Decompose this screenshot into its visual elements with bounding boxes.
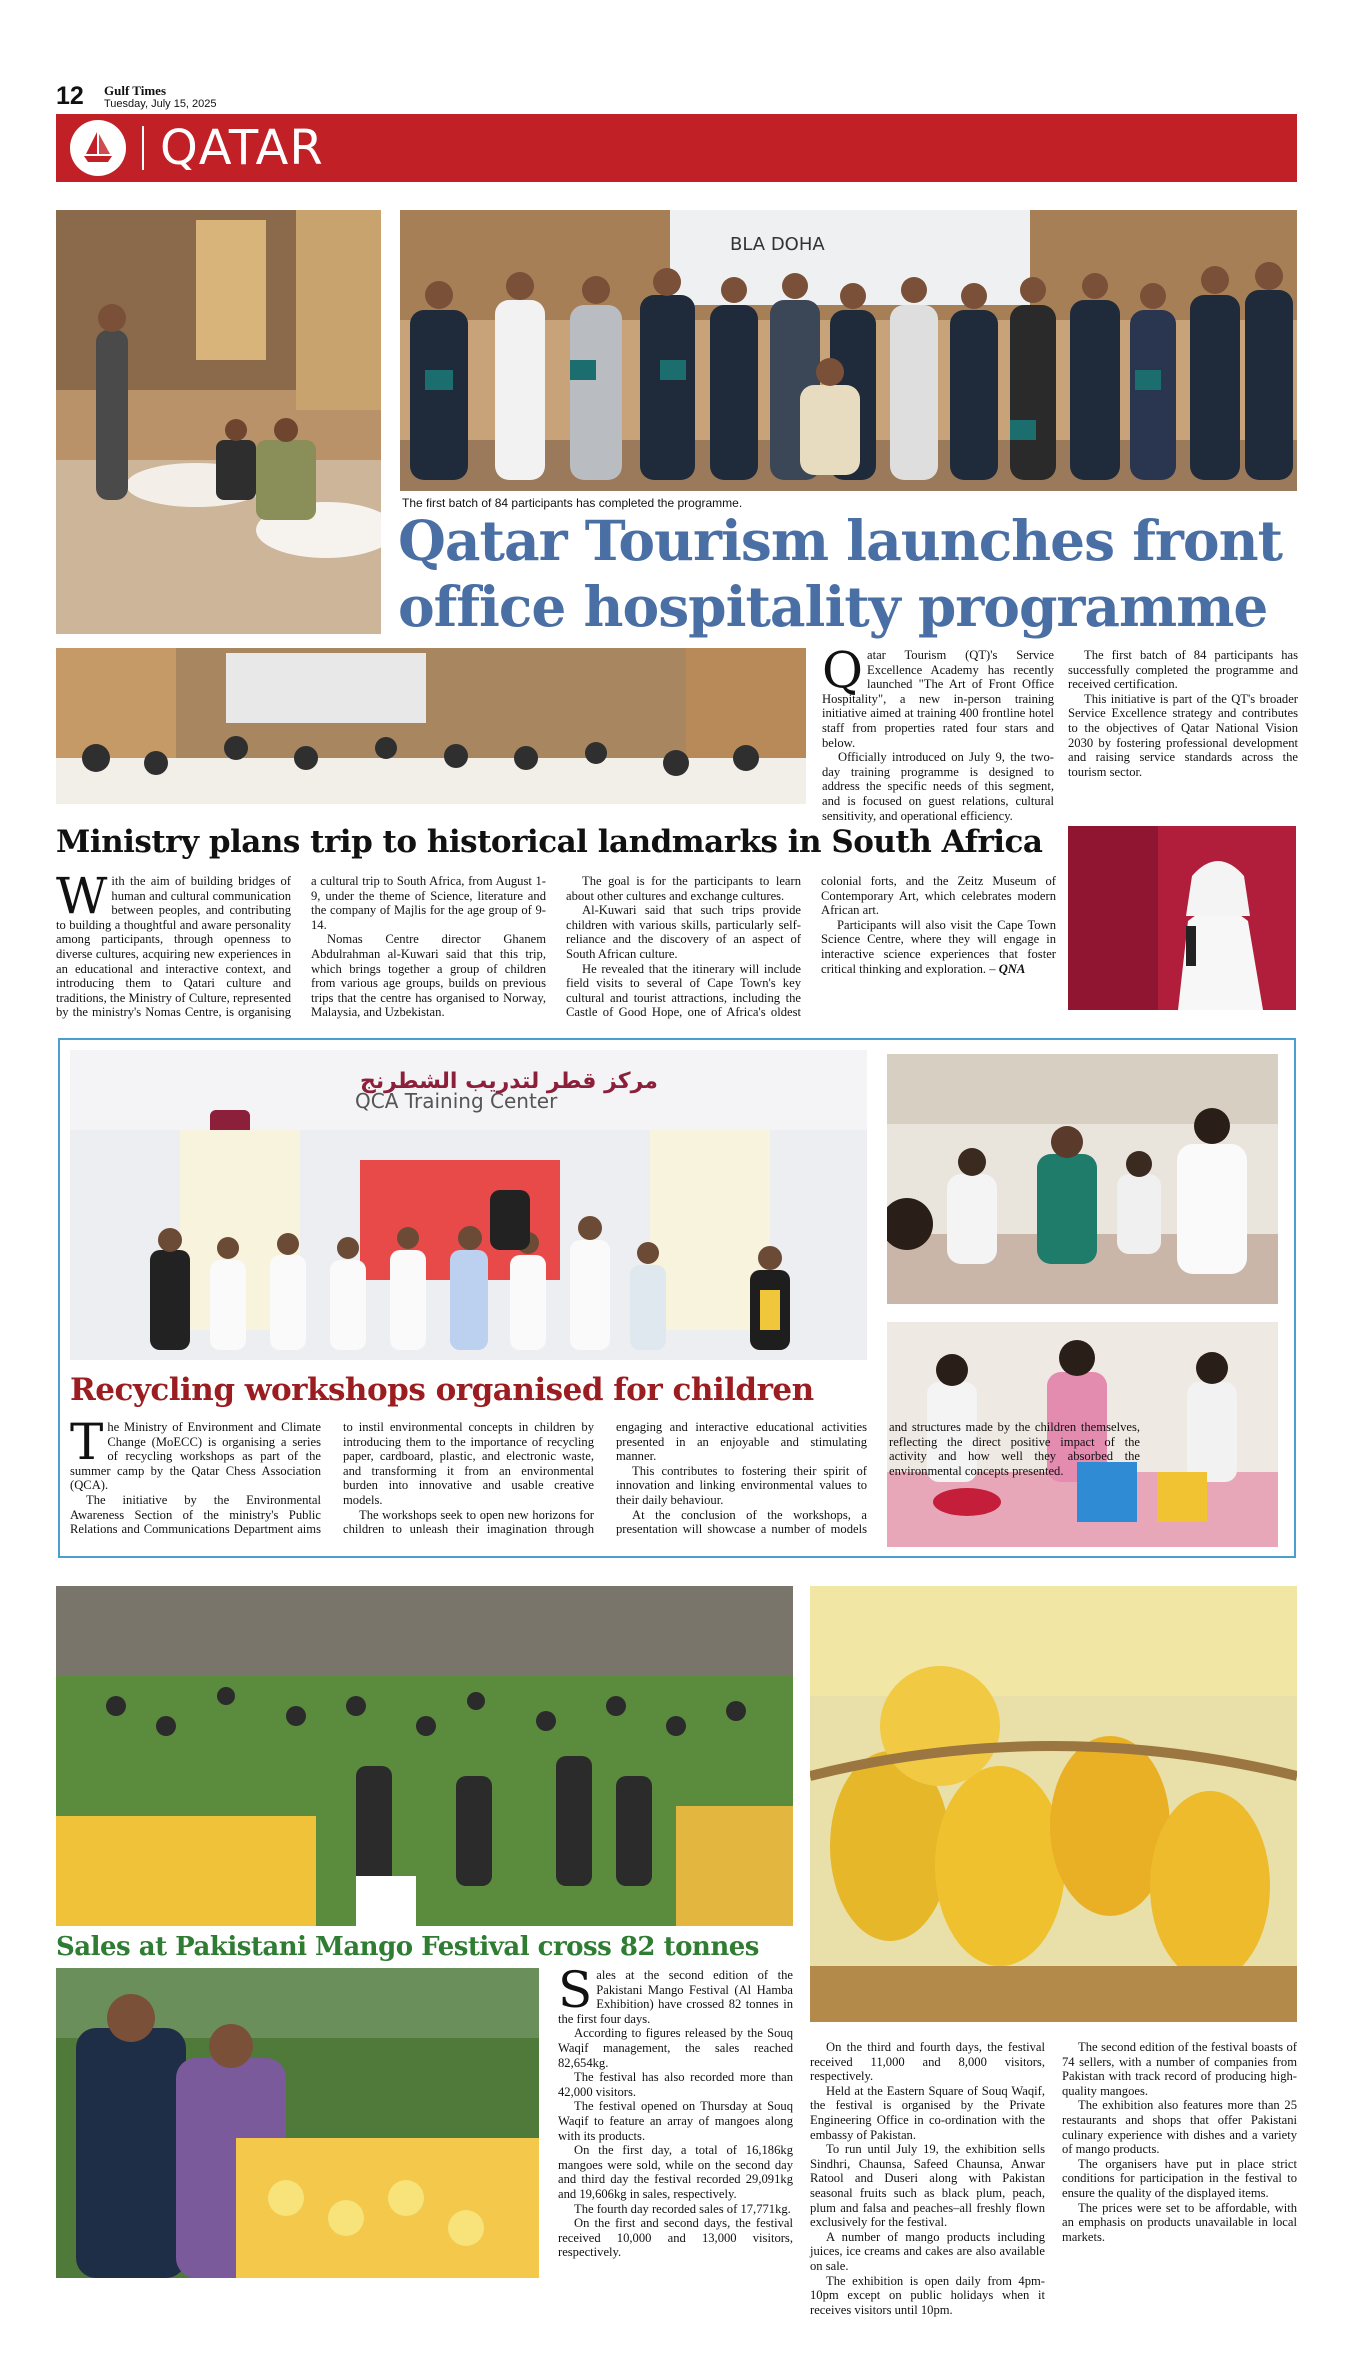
dhow-logo-icon <box>70 120 126 176</box>
article-paragraph: The first batch of 84 participants has successfully completed the programme and received certification. <box>1068 648 1298 692</box>
recycling-article <box>70 1413 1140 1550</box>
credit: QNA <box>998 961 1026 976</box>
ministry-speaker-photo <box>1068 826 1296 1010</box>
article-paragraph: According to figures released by the Souq Waqif management, the sales reached 82,654kg. <box>558 2026 793 2070</box>
mango-stall-photo <box>56 1968 539 2278</box>
ministry-article <box>56 867 1056 1022</box>
article-paragraph: Held at the Eastern Square of Souq Waqif, the festival is organised by the Private Engineering Office in co-ordination with the embassy of Pakistan. <box>810 2083 1045 2142</box>
hospitality-training-photo-left <box>56 210 381 634</box>
qca-english-banner: QCA Training Center <box>355 1089 558 1113</box>
recycling-workshop-photo-1 <box>887 1054 1278 1304</box>
dropcap: Q <box>822 641 863 699</box>
article-paragraph: Nomas Centre director Ghanem Abdulrahman al-Kuwari said that this trip, which brings together a group of children from various age groups, builds on previous trips that the centre has organised to Norway, Malaysia, and Uzbekistan. <box>311 932 546 1020</box>
dateline: Tuesday, July 15, 2025 <box>104 98 217 110</box>
article-paragraph: The exhibition is open daily from 4pm-10pm except on public holidays when it receives visitors until 10pm. <box>810 2273 1045 2317</box>
article-paragraph: Participants will also visit the Cape Town Science Centre, where they will engage in interactive science experiences that foster critical thinking and exploration. – QNA <box>821 917 1056 976</box>
mango-article-col1 <box>558 1961 793 2260</box>
article-paragraph: ales at the second edition of the Pakistani Mango Festival (Al Hamba Exhibition) have crossed 82 tonnes in the first four days. <box>558 1968 793 2026</box>
hospitality-group-photo <box>400 210 1297 491</box>
article-paragraph: The exhibition also features more than 25 restaurants and shops that offer Pakistani culinary experience with dishes and a variety of mango products. <box>1062 2098 1297 2157</box>
dropcap: T <box>70 1413 104 1471</box>
article-paragraph: He revealed that the itinerary will include field visits to several of Cape Town's key cultural and tourist attractions, including the Castle of Good Hope, one of Africa's oldest colonial forts, and the Zeitz Museum of Contemporary Art, which celebrates modern African art. <box>566 874 1056 1020</box>
article-paragraph: he Ministry of Environment and Climate Change (MoECC) is organising a series of recycling workshops as part of the summer camp by the Qatar Chess Association (QCA). <box>70 1420 321 1493</box>
hospitality-classroom-photo <box>56 648 806 804</box>
article-paragraph: This initiative is part of the QT's broader Service Excellence strategy and contributes to the objectives of Qatar National Vision 2030 by fostering professional development and raising service standards across the tourism sector. <box>1068 691 1298 779</box>
mango-headline: Sales at Pakistani Mango Festival cross 82 tonnes <box>56 1932 759 1962</box>
article-paragraph: The initiative by the Environmental Awareness Section of the ministry's Public Relations and Communications Department aims to instil environmental concepts in children by introducing them to the importance of recycling paper, cardboard, plastic, and electronic waste, and transforming it from an environmental burden into innovative and usable creative models. <box>70 1420 594 1537</box>
article-paragraph: Officially introduced on July 9, the two-day training programme is designed to address the specific needs of this segment, and is focused on guest relations, cultural sensitivity, and operational efficiency. <box>822 750 1054 823</box>
article-paragraph: On the third and fourth days, the festival received 11,000 and 8,000 visitors, respectively. <box>810 2040 1045 2084</box>
article-paragraph: The fourth day recorded sales of 17,771kg. <box>574 2201 791 2216</box>
bla-doha-logo: BLA DOHA <box>730 234 825 255</box>
section-banner <box>56 114 1297 182</box>
article-paragraph: The organisers have put in place strict conditions for participation in the festival to ensure the quality of the displayed items. <box>1062 2156 1297 2200</box>
masthead: Gulf Times <box>104 83 167 98</box>
photo-caption: The first batch of 84 participants has completed the programme. <box>402 496 743 510</box>
article-paragraph: The goal is for the participants to learn about other cultures and exchange cultures. <box>566 874 801 903</box>
article-paragraph: On the first and second days, the festival received 10,000 and 13,000 visitors, respectively. <box>558 2216 793 2260</box>
recycling-group-photo <box>70 1050 867 1360</box>
dropcap: W <box>56 867 108 925</box>
dropcap: S <box>558 1961 593 2019</box>
article-paragraph: ith the aim of building bridges of human and cultural communication between peoples, and contributing to building a thoughtful and aware personality among participants, through openness to diverse cultures, acquiring new experiences in an educational and interactive context, and introducing them to Qatari culture and traditions, the Ministry of Culture, represented by the ministry's Nomas Centre, is organising a cultural trip to South Africa, from August 1-9, under the theme of Science, literature and the company of Majlis for the age group of 9-14. <box>56 874 546 1020</box>
article-paragraph: A number of mango products including juices, ice creams and cakes are also available on sale. <box>810 2229 1045 2273</box>
article-paragraph: The workshops seek to open new horizons for children to unleash their imagination through engaging and interactive educational activities presented in an enjoyable and stimulating manner. <box>343 1420 867 1537</box>
recycling-headline: Recycling workshops organised for children <box>70 1372 814 1408</box>
article-paragraph: The prices were set to be affordable, with an emphasis on products unavailable in local markets. <box>1062 2200 1297 2244</box>
qca-arabic-banner: مركز قطر لتدريب الشطرنج <box>360 1069 658 1094</box>
banner-divider <box>142 126 144 170</box>
article-paragraph: The festival has also recorded more than 42,000 visitors. <box>558 2070 793 2099</box>
page-number: 12 <box>56 82 84 110</box>
mango-article-col3 <box>1062 2040 1297 2244</box>
article-paragraph: To run until July 19, the exhibition sells Sindhri, Chaunsa, Safeed Chaunsa, Anwar Ratool and Duseri along with Pakistan seasonal fruits such as black plum, peach, plum and falsa and peaches–all freshly flown exclusively for the festival. <box>810 2142 1045 2230</box>
tourism-article-col1 <box>822 641 1054 823</box>
article-paragraph: Al-Kuwari said that such trips provide children with various skills, particularly self-reliance and the discovery of an aspect of South African culture. <box>566 903 801 961</box>
article-paragraph: atar Tourism (QT)'s Service Excellence Academy has recently launched "The Art of Front Office Hospitality", a new in-person training initiative aimed at training 400 frontline hotel staff from properties rated four stars and below. <box>822 648 1054 750</box>
tourism-article-col2 <box>1068 648 1298 779</box>
article-paragraph: This contributes to fostering their spirit of innovation and linking environmental values to their daily behaviour. <box>616 1463 867 1507</box>
article-paragraph: The second edition of the festival boasts of 74 sellers, with a number of companies from Pakistan with track record of producing high-quality mangoes. <box>1062 2040 1297 2098</box>
mango-basket-photo <box>810 1586 1297 2022</box>
ministry-headline: Ministry plans trip to historical landmarks in South Africa <box>56 824 1043 860</box>
section-title: QATAR <box>160 120 324 176</box>
article-paragraph: The festival opened on Thursday at Souq Waqif to feature an array of mangoes along with its products. <box>558 2099 793 2143</box>
mango-festival-crowd-photo <box>56 1586 793 1926</box>
article-paragraph: At the conclusion of the workshops, a presentation will showcase a number of models and structures made by the children themselves, reflecting the direct positive impact of the activity and how well they absorbed the environmental concepts presented. <box>616 1420 1140 1537</box>
tourism-headline-line2: office hospitality programme <box>398 574 1268 639</box>
article-paragraph: On the first day, a total of 16,186kg mangoes were sold, while on the second day and third day the festival recorded 29,091kg and 19,606kg in sales, respectively. <box>558 2143 793 2201</box>
mango-article-col2 <box>810 2040 1045 2317</box>
tourism-headline-line1: Qatar Tourism launches front <box>398 508 1282 573</box>
